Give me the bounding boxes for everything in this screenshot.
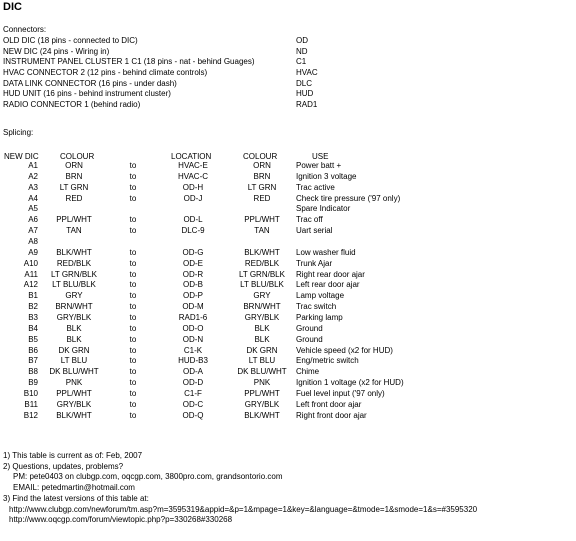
table-row xyxy=(0,270,576,281)
cell-location: OD-P xyxy=(183,291,203,301)
cell-to: to xyxy=(129,378,137,388)
cell-to: to xyxy=(129,367,137,377)
cell-location: OD-N xyxy=(182,334,204,344)
cell-use: Power batt + xyxy=(296,161,342,170)
connector-row xyxy=(3,79,363,90)
cell-to: to xyxy=(129,193,137,203)
table-row xyxy=(0,172,576,183)
cell-location: C1-K xyxy=(183,345,203,355)
table-row xyxy=(0,226,576,237)
cell-use: Right rear door ajar xyxy=(296,269,365,279)
table-row xyxy=(0,248,576,259)
connector-name: DATA LINK CONNECTOR (16 pins - under dash) xyxy=(3,78,177,88)
cell-use: Left rear door ajar xyxy=(296,280,360,290)
cell-colour: GRY/BLK xyxy=(56,399,92,409)
cell-to: to xyxy=(129,399,137,409)
cell-location: OD-A xyxy=(183,367,203,377)
cell-location: OD-C xyxy=(182,399,204,409)
cell-to: to xyxy=(129,323,137,333)
connector-name: NEW DIC (24 pins - Wiring in) xyxy=(3,46,110,56)
connector-code: C1 xyxy=(296,57,307,67)
cell-location: OD-M xyxy=(182,302,204,312)
table-row xyxy=(0,215,576,226)
cell-pin: B3 xyxy=(28,313,38,323)
cell-colour-2: BLK/WHT xyxy=(244,247,280,257)
cell-pin: B5 xyxy=(28,334,38,344)
cell-colour-2: LT GRN/BLK xyxy=(239,269,285,279)
table-row xyxy=(0,346,576,357)
cell-use: Ignition 1 voltage (x2 for HUD) xyxy=(296,378,404,388)
cell-colour-2: ORN xyxy=(253,161,271,170)
cell-pin: B8 xyxy=(28,367,38,377)
cell-colour-2: LT GRN xyxy=(247,182,277,192)
cell-colour-2: PPL/WHT xyxy=(244,215,280,225)
cell-use: Parking lamp xyxy=(296,313,343,323)
cell-colour: BLK/WHT xyxy=(56,247,92,257)
table-row xyxy=(0,356,576,367)
connector-code: HUD xyxy=(296,89,314,99)
cell-use: Trac off xyxy=(296,215,323,225)
connector-code: OD xyxy=(296,36,308,45)
cell-location: HVAC-E xyxy=(178,161,208,170)
cell-location: DLC-9 xyxy=(181,226,205,236)
cell-pin: B2 xyxy=(28,302,38,312)
cell-use: Check tire pressure ('97 only) xyxy=(296,193,401,203)
cell-pin: A1 xyxy=(28,161,38,170)
cell-colour: PPL/WHT xyxy=(56,389,92,399)
connector-name: RADIO CONNECTOR 1 (behind radio) xyxy=(3,100,141,110)
connector-name: HUD UNIT (16 pins - behind instrument cluster) xyxy=(3,89,171,99)
cell-pin: B4 xyxy=(28,323,38,333)
table-row xyxy=(0,302,576,313)
cell-use: Trac active xyxy=(296,182,335,192)
cell-location: HUD-B3 xyxy=(178,356,208,366)
cell-colour-2: DK GRN xyxy=(246,345,278,355)
table-row xyxy=(0,400,576,411)
cell-to: to xyxy=(129,171,137,181)
connector-name: HVAC CONNECTOR 2 (12 pins - behind climate controls) xyxy=(3,68,208,78)
connector-row xyxy=(3,68,363,79)
cell-use: Uart serial xyxy=(296,226,333,236)
cell-colour-2: PNK xyxy=(253,378,271,388)
cell-colour-2: GRY/BLK xyxy=(244,313,280,323)
cell-use: Ground xyxy=(296,334,323,344)
table-row xyxy=(0,259,576,270)
connector-name: INSTRUMENT PANEL CLUSTER 1 C1 (18 pins - nat - behind Guages) xyxy=(3,57,255,67)
cell-pin: A4 xyxy=(28,193,38,203)
table-row xyxy=(0,237,576,248)
cell-pin: A11 xyxy=(24,269,38,279)
cell-location: C1-F xyxy=(184,389,202,399)
cell-to: to xyxy=(129,389,137,399)
cell-pin: A10 xyxy=(23,258,38,268)
cell-colour: BLK/WHT xyxy=(56,410,92,420)
cell-use: Left front door ajar xyxy=(296,399,362,409)
cell-colour: PPL/WHT xyxy=(56,215,92,225)
header-colour-2: COLOUR xyxy=(243,152,278,161)
table-row xyxy=(0,204,576,215)
page-title: DIC xyxy=(3,1,22,13)
cell-colour: RED xyxy=(65,193,83,203)
cell-use: Eng/metric switch xyxy=(296,356,359,366)
cell-location: HVAC-C xyxy=(177,171,209,181)
cell-colour: DK GRN xyxy=(58,345,90,355)
cell-to: to xyxy=(129,182,137,192)
table-row xyxy=(0,378,576,389)
cell-to: to xyxy=(129,161,137,170)
cell-pin: A8 xyxy=(28,237,38,247)
connector-row xyxy=(3,100,363,111)
cell-use: Vehicle speed (x2 for HUD) xyxy=(296,345,393,355)
cell-colour: RED/BLK xyxy=(56,258,92,268)
cell-location: OD-L xyxy=(183,215,203,225)
cell-colour-2: BRN xyxy=(253,171,271,181)
table-row xyxy=(0,280,576,291)
cell-location: OD-H xyxy=(182,182,204,192)
cell-use: Low washer fluid xyxy=(296,247,356,257)
cell-use: Lamp voltage xyxy=(296,291,345,301)
cell-location: OD-Q xyxy=(182,410,204,420)
table-row xyxy=(0,183,576,194)
header-location: LOCATION xyxy=(171,152,212,161)
cell-colour: BRN/WHT xyxy=(55,302,93,312)
cell-use: Trunk Ajar xyxy=(296,258,333,268)
cell-use: Ground xyxy=(296,323,323,333)
cell-colour-2: BLK xyxy=(254,334,270,344)
cell-colour-2: RED/BLK xyxy=(244,258,280,268)
cell-colour: PNK xyxy=(65,378,83,388)
table-row xyxy=(0,291,576,302)
cell-pin: B12 xyxy=(23,410,38,420)
cell-to: to xyxy=(129,334,137,344)
cell-colour: DK BLU/WHT xyxy=(49,367,99,377)
cell-location: OD-G xyxy=(182,247,204,257)
cell-colour: LT GRN xyxy=(59,182,89,192)
cell-use: Right front door ajar xyxy=(296,410,367,420)
header-colour: COLOUR xyxy=(60,152,95,161)
cell-to: to xyxy=(129,356,137,366)
cell-pin: B7 xyxy=(28,356,38,366)
cell-colour: LT BLU xyxy=(60,356,88,366)
cell-location: RAD1-6 xyxy=(178,313,208,323)
cell-to: to xyxy=(129,313,137,323)
splicing-label: Splicing: xyxy=(3,128,34,137)
cell-colour-2: LT BLU xyxy=(248,356,276,366)
cell-colour-2: TAN xyxy=(254,226,270,236)
cell-pin: A9 xyxy=(28,247,38,257)
cell-colour: BRN xyxy=(65,171,83,181)
cell-colour: LT GRN/BLK xyxy=(51,269,97,279)
cell-colour-2: DK BLU/WHT xyxy=(237,367,287,377)
cell-colour: BLK xyxy=(66,334,82,344)
cell-pin: A6 xyxy=(28,215,38,225)
connector-name: OLD DIC (18 pins - connected to DIC) xyxy=(3,36,138,45)
cell-to: to xyxy=(129,302,137,312)
table-row xyxy=(0,313,576,324)
cell-colour-2: RED xyxy=(253,193,271,203)
link-oqcgp[interactable]: http://www.oqcgp.com/forum/viewtopic.php?p=330268#330268 xyxy=(9,515,233,525)
note-find-latest: 3) Find the latest versions of this table at: xyxy=(3,493,149,503)
cell-pin: A3 xyxy=(28,182,38,192)
cell-to: to xyxy=(129,345,137,355)
cell-to: to xyxy=(129,291,137,301)
cell-to: to xyxy=(129,226,137,236)
cell-colour: TAN xyxy=(66,226,82,236)
cell-pin: B9 xyxy=(28,378,38,388)
connector-code: DLC xyxy=(296,78,313,88)
cell-colour: BLK xyxy=(66,323,82,333)
cell-location: OD-D xyxy=(182,378,204,388)
note-email-contact: EMAIL: petedmartin@hotmail.com xyxy=(13,483,135,493)
cell-use: Ignition 3 voltage xyxy=(296,171,357,181)
connector-code: RAD1 xyxy=(296,100,318,110)
cell-use: Spare Indicator xyxy=(296,204,351,214)
cell-location: OD-O xyxy=(182,323,204,333)
cell-to: to xyxy=(129,269,137,279)
table-row xyxy=(0,194,576,205)
cell-colour: GRY/BLK xyxy=(56,313,92,323)
cell-pin: B1 xyxy=(28,291,38,301)
header-new-dic: NEW DIC xyxy=(4,152,39,161)
header-use: USE xyxy=(312,152,329,161)
cell-pin: B10 xyxy=(23,389,38,399)
table-row xyxy=(0,389,576,400)
cell-use: Fuel level input ('97 only) xyxy=(296,389,385,399)
table-row xyxy=(0,411,576,422)
cell-to: to xyxy=(129,410,137,420)
cell-colour-2: BRN/WHT xyxy=(243,302,281,312)
table-row xyxy=(0,335,576,346)
connector-row xyxy=(3,47,363,58)
cell-to: to xyxy=(129,215,137,225)
splicing-table xyxy=(0,161,576,422)
note-current-as-of: 1) This table is current as of: Feb, 2007 xyxy=(3,451,143,460)
cell-colour-2: BLK/WHT xyxy=(244,410,280,420)
connector-code: HVAC xyxy=(296,68,318,78)
cell-use: Chime xyxy=(296,367,320,377)
connector-row xyxy=(3,89,363,100)
notes-section xyxy=(3,451,573,526)
cell-colour: LT BLU/BLK xyxy=(52,280,96,290)
cell-colour-2: GRY/BLK xyxy=(244,399,280,409)
cell-colour-2: GRY xyxy=(253,291,271,301)
cell-colour-2: BLK xyxy=(254,323,270,333)
cell-location: OD-J xyxy=(183,193,203,203)
connectors-label: Connectors: xyxy=(3,25,47,34)
table-row xyxy=(0,367,576,378)
table-row xyxy=(0,161,576,172)
connector-row xyxy=(3,57,363,68)
table-row xyxy=(0,324,576,335)
cell-to: to xyxy=(129,247,137,257)
cell-pin: A5 xyxy=(28,204,38,214)
link-clubgp[interactable]: http://www.clubgp.com/newforum/tm.asp?m=3595319&appid=&p=1&mpage=1&key=&language=&tmode=1&smode=1&s=#3595320 xyxy=(9,504,478,514)
cell-pin: A7 xyxy=(28,226,38,236)
note-questions: 2) Questions, updates, problems? xyxy=(3,461,124,471)
cell-to: to xyxy=(129,280,137,290)
cell-location: OD-B xyxy=(183,280,203,290)
cell-location: OD-R xyxy=(182,269,204,279)
cell-location: OD-E xyxy=(183,258,203,268)
connector-row xyxy=(3,36,363,47)
cell-to: to xyxy=(129,258,137,268)
cell-pin: A12 xyxy=(23,280,38,290)
cell-colour-2: LT BLU/BLK xyxy=(240,280,284,290)
note-pm-contact: PM: pete0403 on clubgp.com, oqcgp.com, 3800pro.com, grandsontorio.com xyxy=(13,472,283,482)
cell-use: Trac switch xyxy=(296,302,337,312)
cell-colour: GRY xyxy=(65,291,83,301)
connector-code: ND xyxy=(296,46,308,56)
cell-colour-2: PPL/WHT xyxy=(244,389,280,399)
cell-pin: B11 xyxy=(24,399,38,409)
cell-colour: ORN xyxy=(65,161,83,170)
connectors-list xyxy=(3,36,363,111)
cell-pin: B6 xyxy=(28,345,38,355)
cell-pin: A2 xyxy=(28,171,38,181)
